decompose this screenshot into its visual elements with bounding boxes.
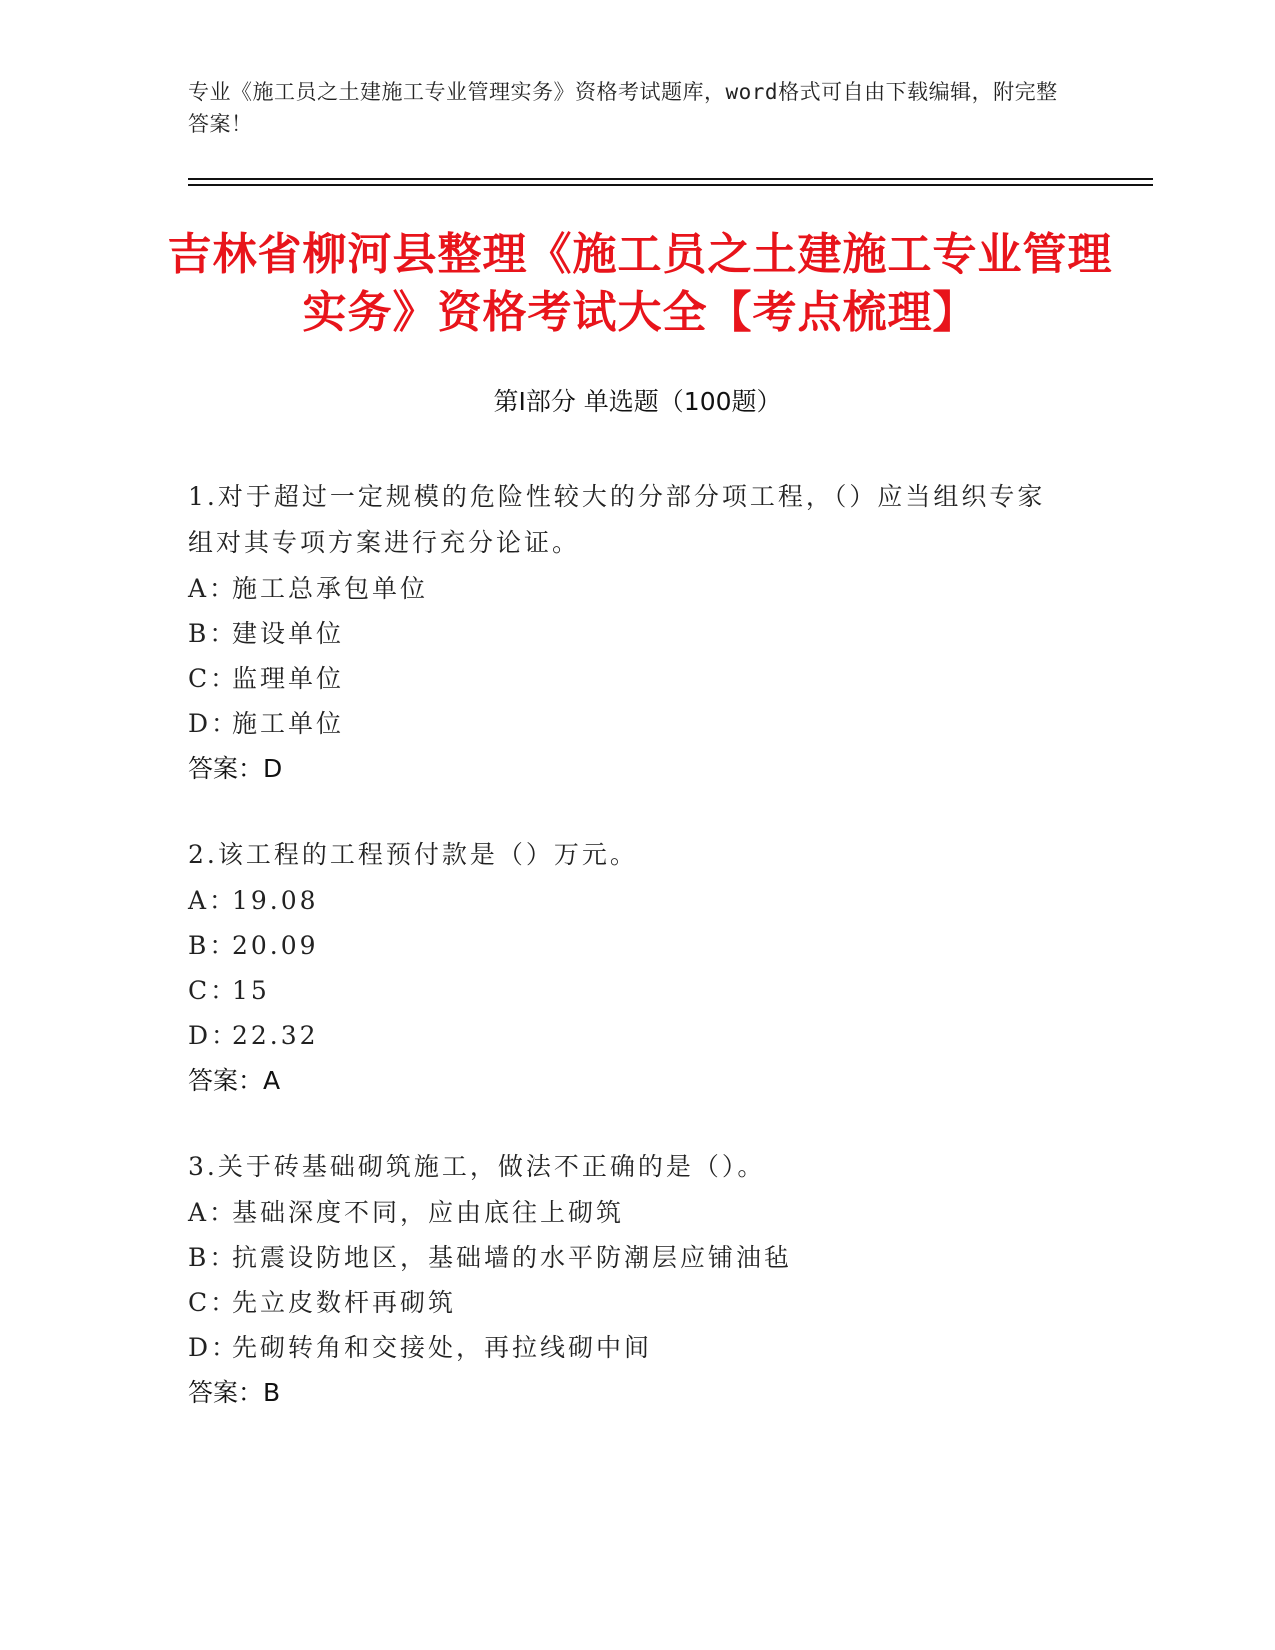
option-c [188, 1280, 1068, 1325]
option-a [188, 1190, 1068, 1235]
answer-line: 答案：B [188, 1378, 281, 1407]
option-text: 监理单位 [232, 664, 345, 693]
option-d [188, 701, 1068, 746]
option-b [188, 611, 1068, 656]
question-stem: 3.关于砖基础砌筑施工，做法不正确的是（）。 [188, 1152, 766, 1181]
option-key: B： [188, 619, 238, 648]
option-key: C： [188, 664, 239, 693]
option-text: 施工总承包单位 [232, 574, 429, 603]
question-2 [188, 832, 1068, 1104]
option-text: 抗震设防地区，基础墙的水平防潮层应铺油毡 [232, 1243, 793, 1272]
option-text: 施工单位 [232, 709, 345, 738]
answer-line: 答案：A [188, 1066, 281, 1095]
option-key: B： [188, 931, 238, 960]
option-key: D： [188, 709, 240, 738]
question-1 [188, 474, 1068, 792]
option-key: A： [188, 886, 238, 915]
header-divider-top [188, 178, 1153, 180]
option-a [188, 566, 1068, 611]
option-text: 15 [232, 976, 270, 1005]
option-text: 20.09 [232, 931, 319, 960]
question-list [188, 474, 1068, 1456]
option-key: D： [188, 1333, 240, 1362]
option-key: D： [188, 1021, 240, 1050]
header-note: 专业《施工员之土建施工专业管理实务》资格考试题库，word格式可自由下载编辑，附完整答案！ [188, 80, 1058, 136]
section-heading: 第Ⅰ部分 单选题（100题） [493, 387, 782, 416]
option-text: 先砌转角和交接处，再拉线砌中间 [232, 1333, 653, 1362]
document-title: 吉林省柳河县整理《施工员之土建施工专业管理实务》资格考试大全【考点梳理】 [167, 229, 1113, 338]
option-key: B： [188, 1243, 238, 1272]
question-3 [188, 1144, 1068, 1416]
option-d [188, 1325, 1068, 1370]
question-stem: 2.该工程的工程预付款是（）万元。 [188, 840, 638, 869]
question-stem: 1.对于超过一定规模的危险性较大的分部分项工程，（）应当组织专家组对其专项方案进行充分论证。 [188, 482, 1046, 557]
header-divider-bottom [188, 184, 1153, 186]
option-b [188, 923, 1068, 968]
option-c [188, 968, 1068, 1013]
option-key: C： [188, 1288, 239, 1317]
option-text: 建设单位 [232, 619, 345, 648]
option-key: A： [188, 574, 238, 603]
answer-line: 答案：D [188, 754, 283, 783]
option-a [188, 878, 1068, 923]
option-key: A： [188, 1198, 238, 1227]
option-text: 22.32 [232, 1021, 319, 1050]
option-key: C： [188, 976, 239, 1005]
option-text: 基础深度不同，应由底往上砌筑 [232, 1198, 625, 1227]
option-d [188, 1013, 1068, 1058]
option-c [188, 656, 1068, 701]
option-text: 19.08 [232, 886, 319, 915]
option-text: 先立皮数杆再砌筑 [232, 1288, 457, 1317]
option-b [188, 1235, 1068, 1280]
